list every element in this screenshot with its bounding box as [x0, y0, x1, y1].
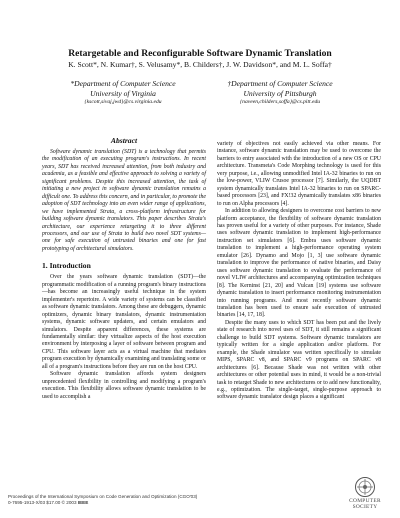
right-column [217, 141, 381, 402]
ieee-mark: IEEE [77, 500, 89, 506]
proceedings-line: Proceedings of the International Symposium on Code Generation and Optimization (CGO'03) [8, 494, 198, 499]
body-paragraph: variety of objectives not easily achieved via other means. For instance, software dynamic translation may be used to overcome the barriers to entry associated with the introduction of a new OS or CPU architecture. Transmeta's Code Morphing technology is used for this very purpose, i.e., allowing unmodified Intel IA-32 binaries to run on the low-power, VLIW Crusoe processor [7]. Similarly, the UQDBT system dynamically translates Intel IA-32 binaries to run on SPARC-based processors [23], and FX!32 dynamically translates x86 binaries to run on Alpha processors [4]. [217, 141, 381, 207]
logo-line: SOCIETY [352, 504, 378, 510]
left-column [42, 136, 206, 401]
copyright-line [8, 500, 197, 506]
copyright-text: 0-7695-1913-X/03 $17.00 © 2003 [8, 500, 78, 506]
logo-line: COMPUTER [349, 498, 381, 504]
section-heading-introduction: 1. Introduction [42, 261, 91, 271]
body-paragraph: Software dynamic translation affords system designers unprecedented flexibility in controlling and modifying a program's execution. This flexibility allows software dynamic translation to be used to accomplish a [42, 371, 206, 400]
computer-society-emblem-icon [353, 476, 377, 498]
proceedings-footer [8, 494, 197, 507]
affiliation-email: {kscott,sivaj,jwd}@cs.virginia.edu [84, 99, 162, 105]
affiliation-dept: *Department of Computer Science [70, 79, 176, 88]
body-paragraph: In addition to allowing designers to overcome cost barriers to new platform acceptance, the flexibility of software dynamic translation has proven useful for a variety of other purposes. For instance, Shade uses software dynamic translation to implement high-performance instruction set simulators [6]. Embra uses software dynamic translation to implement a high-performance operating system emulator [26]. Dynamo and Mojo [1, 3] use software dynamic translation to improve the performance of native binaries, and Daisy uses software dynamic translation to evaluate the performance of novel VLIW architectures and accompanying optimization techniques [8]. The Kerninst [21, 20] and Vulcan [19] systems use software dynamic translation to insert performance monitoring instrumentation into running programs. And most recently software dynamic translation has been used to ensure safe execution of untrusted binaries [14, 17, 18]. [217, 208, 381, 319]
body-paragraph: Despite the many uses to which SDT has been put and the lively state of research into novel uses of SDT, it still remains a significant challenge to build SDT systems. Software dynamic translators are typically written for a single application and/or platform. For example, the Shade simulator was written specifically to simulate MIPS, SPARC v8, and SPARC v9 programs on SPARC v8 architectures [6]. Because Shade was not written with other architectures or other potential uses in mind, it would be a non-trivial task to retarget Shade to new architectures or to add new functionality, e.g., optimization. The single-target, single-purpose approach to software dynamic translator design places a significant [217, 319, 381, 401]
affiliation-email: {naveen,childers,soffa}@cs.pitt.edu [239, 99, 321, 105]
paper-title: Retargetable and Reconfigurable Software Dynamic Translation [68, 48, 332, 59]
affiliation-university: University of Virginia [90, 88, 156, 98]
computer-society-logo [340, 476, 390, 510]
abstract-heading: Abstract [110, 136, 138, 145]
body-paragraph: Over the years software dynamic translation (SDT)—the programmatic modification of a running program's binary instructions—has become an increasingly useful technique in the system implementer's repertoire. A wide variety of systems can be classified as software dynamic translators. Among these are debuggers, dynamic optimizers, dynamic binary translators, dynamic instrumentation systems, dynamic software updaters, and certain emulators and simulators. Despite apparent differences, these systems are fundamentally similar: they virtualize aspects of the host execution environment by interposing a layer of software between program and CPU. This software layer acts as a virtual machine that mediates program execution by dynamically examining and translating some or all of a program's instructions before they are run on the host CPU. [42, 274, 206, 370]
affiliation-university: University of Pittsburgh [243, 88, 317, 98]
affiliation-pittsburgh [205, 79, 355, 106]
affiliation-dept: †Department of Computer Science [227, 79, 333, 88]
author-list: K. Scott*, N. Kumar†, S. Velusamy*, B. Childers†, J. W. Davidson*, and M. L. Soffa† [68, 60, 332, 69]
affiliation-virginia [48, 79, 198, 106]
abstract-text: Software dynamic translation (SDT) is a technology that permits the modification of an executing program's instructions. In recent years, SDT has received increased attention, from both industry and academia, as a feasible and effective approach to solving a variety of significant problems. Despite this increased attention, the task of initiating a new project in software dynamic translation remains a difficult one. To address this concern, and in particular, to promote the adoption of SDT technology into an even wider range of applications, we have implemented Strata, a cross-platform infrastructure for building software dynamic translators. This paper describes Strata's architecture, our experience retargeting it to three different processors, and our use of Strata to build two novel SDT systems—one for safe execution of untrusted binaries and one for fast prototyping of architectural simulators. [42, 149, 206, 252]
